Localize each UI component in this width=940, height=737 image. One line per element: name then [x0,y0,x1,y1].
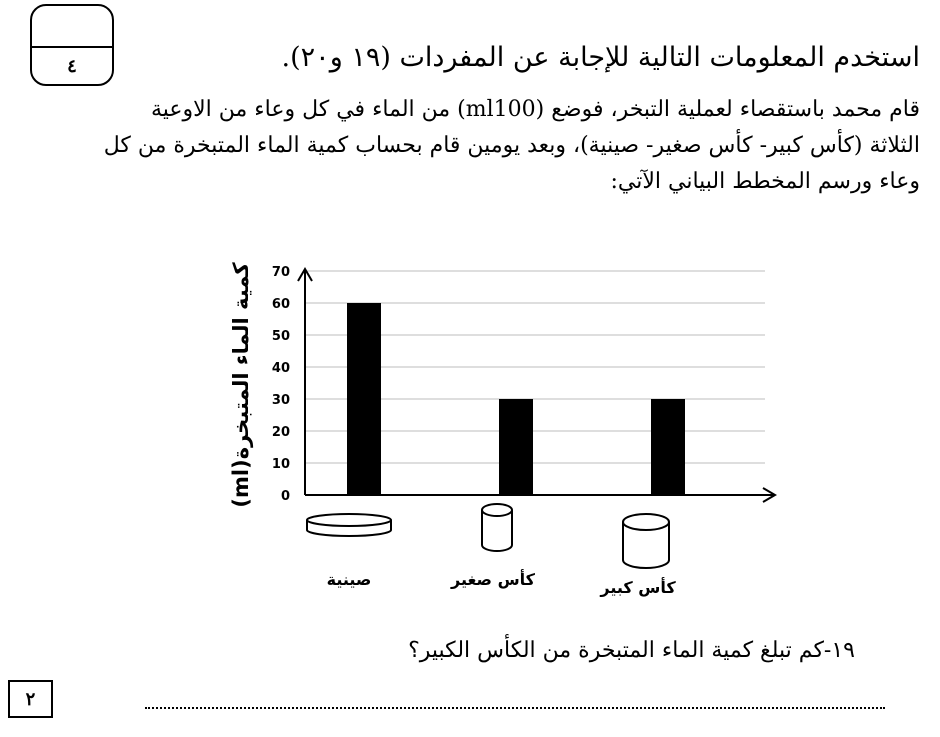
category-label-small-cup: كأس صغير [451,570,535,589]
bar-chart [210,255,790,600]
category-label-tray: صينية [326,570,372,589]
y-tick-label: 20 [271,425,290,440]
problem-paragraph [20,92,920,200]
bar-1 [499,399,533,495]
bar-0 [347,303,381,495]
chart-y-ticks [272,265,290,504]
answer-line[interactable] [145,705,885,709]
y-axis-title: كمية الماء المتبخرة(ml) [229,262,253,508]
y-tick-label: 40 [271,361,290,376]
category-label-large-cup: كأس كبير [600,578,676,597]
y-tick-label: 0 [280,489,290,504]
bar-2 [651,399,685,495]
question-text: -كم تبلغ كمية الماء المتبخرة من الكأس الكبير؟ [408,638,832,663]
instruction-text: استخدم المعلومات التالية للإجابة عن المفردات (١٩ و٢٠). [281,42,920,73]
paragraph-line: قام محمد باستقصاء لعملية التبخر، فوضع (ml100) من الماء في كل وعاء من الاوعية [150,97,920,122]
tray-icon [307,514,391,536]
score-box [30,4,114,86]
large-cup-icon [623,514,669,568]
paragraph-line: وعاء ورسم المخطط البياني الآتي: [610,169,920,194]
y-tick-label: 70 [271,265,290,280]
score-box-value: ٤ [67,55,77,77]
y-tick-label: 10 [271,457,290,472]
mark-box: ٢ [8,680,53,718]
question-19 [408,638,855,663]
y-tick-label: 30 [271,393,290,408]
question-number: ١٩ [831,638,855,663]
paragraph-line: الثلاثة (كأس كبير- كأس صغير- صينية)، وبعد يومين قام بحساب كمية الماء المتبخرة من كل [103,133,920,158]
y-tick-label: 60 [271,297,290,312]
y-tick-label: 50 [271,329,290,344]
small-cup-icon [482,504,512,551]
